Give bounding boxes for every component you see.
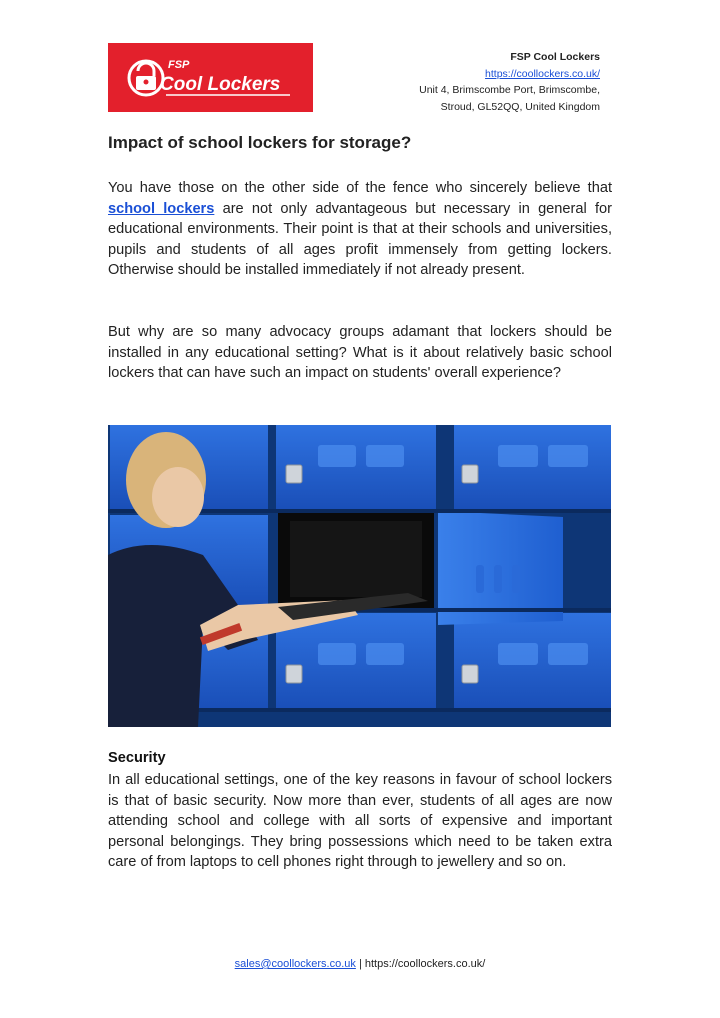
header-website-link[interactable]: https://coollockers.co.uk/: [485, 67, 600, 80]
page-footer: [0, 958, 720, 970]
company-logo: [108, 43, 313, 112]
question-paragraph: But why are so many advocacy groups adamant that lockers should be installed in any educational setting? What is it about relatively basic school lockers that can have such an impact on students' overall experience?: [108, 324, 612, 382]
footer-url: https://coollockers.co.uk/: [364, 958, 486, 970]
address-line-2: Stroud, GL52QQ, United Kingdom: [440, 100, 600, 113]
padlock-icon: [129, 61, 163, 95]
intro-text-end: are not only advantageous but necessary in general for educational environments. Their point is that at their schools and universities, pupils and students of all ages profit immensely from getting lockers. Otherwise should be installed immediately if not already present.: [108, 200, 612, 279]
logo-main-text: Cool Lockers: [160, 74, 281, 95]
logo-fsp-text: FSP: [168, 59, 190, 71]
logo-graphic: [108, 43, 313, 112]
footer-email-link[interactable]: sales@coollockers.co.uk: [234, 958, 356, 970]
address-line-1: Unit 4, Brimscombe Port, Brimscombe,: [419, 84, 600, 96]
section-title-security: Security: [108, 750, 166, 766]
locker-photo: [108, 425, 611, 727]
intro-text-start: You have those on the other side of the fence who sincerely believe that: [108, 180, 612, 196]
intro-paragraph: [108, 178, 612, 281]
company-name: FSP Cool Lockers: [510, 51, 600, 63]
header-contact: [419, 49, 600, 115]
school-lockers-link[interactable]: school lockers: [108, 200, 215, 217]
footer-separator: |: [355, 958, 365, 970]
article-title: Impact of school lockers for storage?: [108, 133, 412, 152]
security-paragraph: In all educational settings, one of the key reasons in favour of school lockers is that of basic security. Now more than ever, students of all ages are now attending school and college with all sorts of expensive and important personal belongings. They bring possessions which need to be taken extra care of from laptops to cell phones right through to jewellery and so on.: [108, 772, 612, 871]
